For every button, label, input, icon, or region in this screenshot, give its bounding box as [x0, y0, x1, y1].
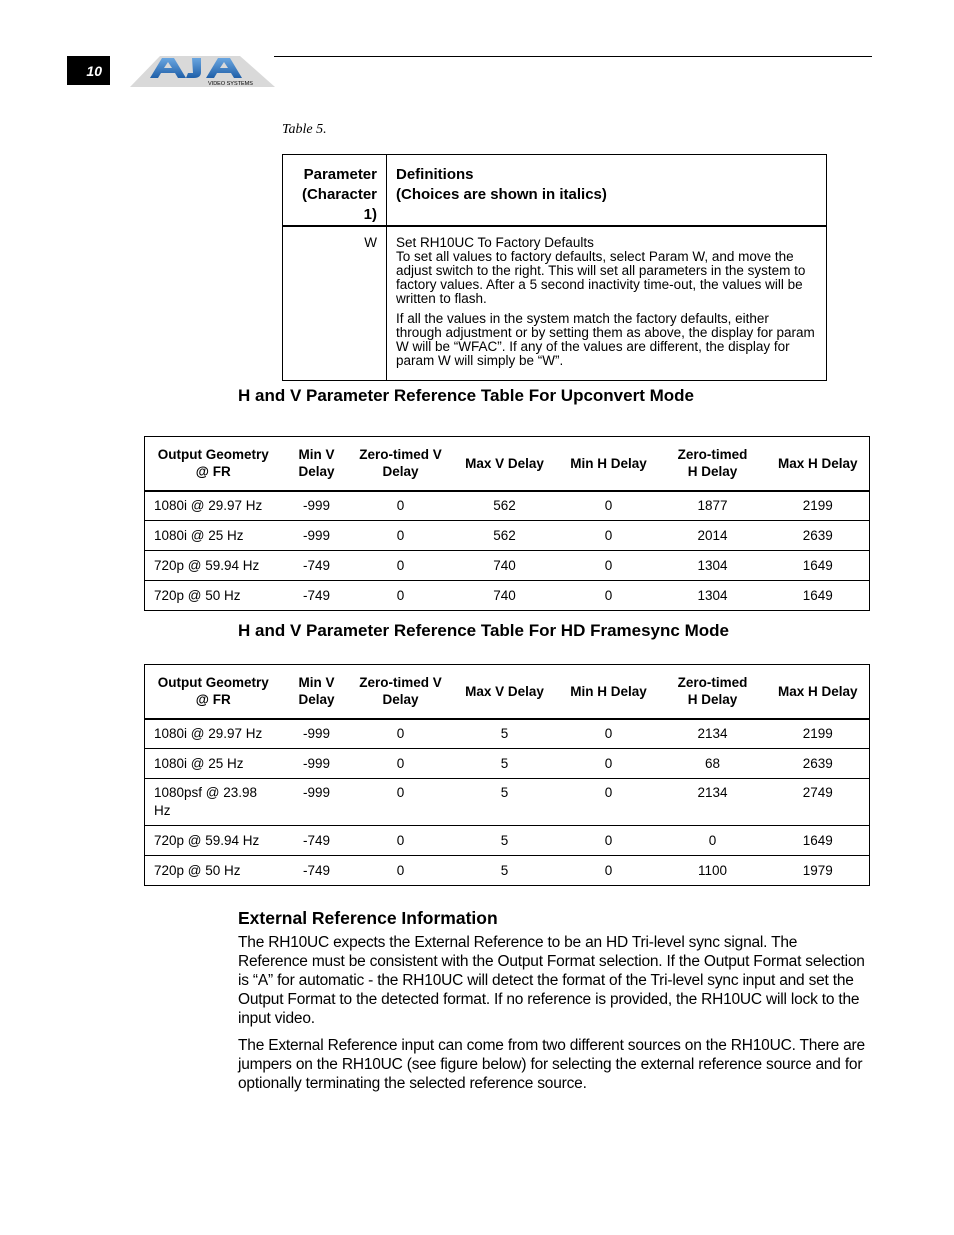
- table-cell: 1080i @ 29.97 Hz: [145, 719, 283, 749]
- table-cell: 2014: [659, 521, 767, 551]
- table-row: [145, 779, 870, 826]
- table-cell: 2749: [767, 779, 870, 826]
- table-cell: 2134: [659, 719, 767, 749]
- table-cell: 0: [351, 749, 451, 779]
- upconvert-table: [144, 436, 870, 611]
- table-cell: 2134: [659, 779, 767, 826]
- table-cell: 0: [559, 779, 659, 826]
- table-cell: 0: [559, 749, 659, 779]
- table-cell: -749: [283, 856, 351, 886]
- table-cell: 0: [659, 826, 767, 856]
- table-cell: 1649: [767, 551, 870, 581]
- table-cell: 5: [451, 856, 559, 886]
- table-row: [145, 826, 870, 856]
- table-row: [145, 551, 870, 581]
- table-cell: 740: [451, 581, 559, 611]
- logo-subtext: VIDEO SYSTEMS: [208, 81, 253, 87]
- definition-title: Set RH10UC To Factory Defaults: [396, 235, 594, 250]
- table-cell: 0: [351, 719, 451, 749]
- table-cell: -999: [283, 719, 351, 749]
- table-cell: 0: [351, 581, 451, 611]
- table-header-row: [145, 665, 870, 719]
- table-cell: 562: [451, 521, 559, 551]
- table-row: [145, 581, 870, 611]
- external-reference-para-2: The External Reference input can come from two different sources on the RH10UC. There are jumpers on the RH10UC (see figure below) for selecting the external reference source and for optionally terminating the selected reference source.: [238, 1037, 865, 1092]
- table-cell: 2199: [767, 719, 870, 749]
- column-header: Max H Delay: [767, 665, 870, 719]
- table-cell: 0: [351, 826, 451, 856]
- table-cell: 740: [451, 551, 559, 581]
- column-header: Max H Delay: [767, 437, 870, 491]
- table-cell: 0: [351, 856, 451, 886]
- table-cell: 720p @ 50 Hz: [145, 856, 283, 886]
- column-header: Max V Delay: [451, 437, 559, 491]
- column-header: Output Geometry @ FR: [145, 437, 283, 491]
- column-header: Zero-timed V Delay: [351, 437, 451, 491]
- table-cell: 720p @ 59.94 Hz: [145, 551, 283, 581]
- table-row: [283, 226, 827, 380]
- page-number: 10: [67, 56, 110, 85]
- factory-defaults-table: [282, 154, 827, 381]
- table-cell: -749: [283, 581, 351, 611]
- table-cell: 0: [351, 779, 451, 826]
- definition-header: Definitions (Choices are shown in italics): [387, 155, 827, 227]
- table-row: [145, 491, 870, 521]
- definition-para: If all the values in the system match the factory defaults, either through adjustment or by setting them as above, the display for param W will be “WFAC”. If any of the values are different, the display for param W will simply be “W”.: [396, 311, 815, 368]
- table-cell: -749: [283, 551, 351, 581]
- table-cell: 2639: [767, 749, 870, 779]
- table-header-row: [283, 155, 827, 227]
- table-cell: 1080i @ 25 Hz: [145, 749, 283, 779]
- table-cell: 0: [351, 551, 451, 581]
- column-header: Min V Delay: [283, 437, 351, 491]
- column-header: Max V Delay: [451, 665, 559, 719]
- table-cell: 1649: [767, 581, 870, 611]
- table-cell: 0: [559, 856, 659, 886]
- table-cell: 0: [559, 521, 659, 551]
- table-cell: 1649: [767, 826, 870, 856]
- table-cell: -999: [283, 491, 351, 521]
- table-cell: 68: [659, 749, 767, 779]
- column-header: Zero-timed H Delay: [659, 665, 767, 719]
- column-header: Zero-timed H Delay: [659, 437, 767, 491]
- table-cell: 0: [559, 551, 659, 581]
- table-cell: -999: [283, 779, 351, 826]
- table-cell: 1304: [659, 581, 767, 611]
- table-row: [145, 749, 870, 779]
- table-cell: 720p @ 50 Hz: [145, 581, 283, 611]
- table-cell: 0: [351, 491, 451, 521]
- param-header: Parameter (Character 1): [283, 155, 387, 227]
- column-header: Zero-timed V Delay: [351, 665, 451, 719]
- table-cell: -999: [283, 521, 351, 551]
- table-cell: 5: [451, 749, 559, 779]
- param-cell: W: [283, 226, 387, 380]
- external-reference-heading: External Reference Information: [238, 908, 498, 928]
- table-cell: 5: [451, 779, 559, 826]
- definition-cell: [387, 226, 827, 380]
- table-cell: 1080i @ 29.97 Hz: [145, 491, 283, 521]
- upconvert-heading: H and V Parameter Reference Table For Upconvert Mode: [238, 386, 694, 405]
- table-cell: 0: [351, 521, 451, 551]
- column-header: Min V Delay: [283, 665, 351, 719]
- header-rule: [274, 56, 872, 57]
- table-cell: 0: [559, 491, 659, 521]
- table-cell: 1080i @ 25 Hz: [145, 521, 283, 551]
- table-row: [145, 856, 870, 886]
- table-cell: 1080psf @ 23.98 Hz: [145, 779, 283, 826]
- external-reference-para-1: The RH10UC expects the External Reference to be an HD Tri-level sync signal. The Reference must be consistent with the Output Format selection. If the Output Format selection is “A” for automatic - the RH10UC will detect the format of the Tri-level sync input and set the Output Format to the detected format. If no reference is provided, the RH10UC will lock to the input video.: [238, 934, 865, 1027]
- table-header-row: [145, 437, 870, 491]
- table-cell: 5: [451, 719, 559, 749]
- table-cell: 1100: [659, 856, 767, 886]
- table-cell: 1304: [659, 551, 767, 581]
- table-cell: 0: [559, 581, 659, 611]
- table-cell: 0: [559, 719, 659, 749]
- framesync-table: [144, 664, 870, 886]
- definition-para: To set all values to factory defaults, select Param W, and move the adjust switch to the right. This will set all parameters in the system to factory values. After a 5 second inactivity time-out, the values will be written to flash.: [396, 249, 806, 306]
- column-header: Min H Delay: [559, 437, 659, 491]
- table-cell: 2199: [767, 491, 870, 521]
- table-cell: 0: [559, 826, 659, 856]
- table-row: [145, 521, 870, 551]
- table-cell: 5: [451, 826, 559, 856]
- table-cell: 2639: [767, 521, 870, 551]
- table-cell: -749: [283, 826, 351, 856]
- column-header: Output Geometry @ FR: [145, 665, 283, 719]
- aja-logo: [130, 54, 275, 88]
- table-caption: Table 5.: [282, 122, 327, 137]
- table-cell: 562: [451, 491, 559, 521]
- table-cell: 1979: [767, 856, 870, 886]
- table-row: [145, 719, 870, 749]
- framesync-heading: H and V Parameter Reference Table For HD Framesync Mode: [238, 621, 729, 640]
- table-cell: 720p @ 59.94 Hz: [145, 826, 283, 856]
- table-cell: -999: [283, 749, 351, 779]
- table-cell: 1877: [659, 491, 767, 521]
- column-header: Min H Delay: [559, 665, 659, 719]
